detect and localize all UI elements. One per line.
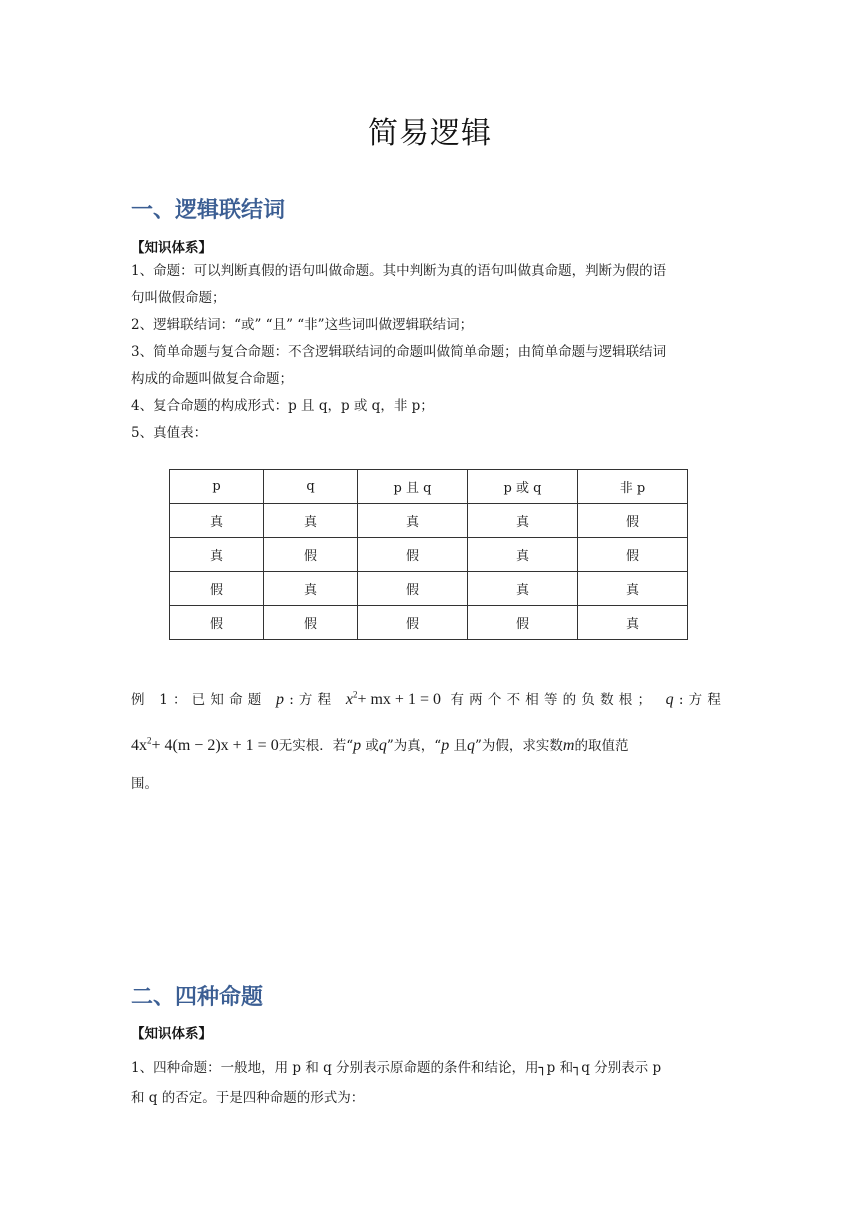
section-2-paragraph-1 — [131, 1053, 731, 1113]
table-cell: 假 — [170, 606, 264, 640]
table-cell: 真 — [264, 504, 358, 538]
paragraph-3-line-2: 构成的命题叫做复合命题； — [131, 371, 293, 387]
example-prefix: 例 1：已知命题 — [131, 692, 267, 708]
exponent: 2 — [352, 689, 358, 700]
var-q: q — [378, 737, 387, 754]
paragraph-4: 4、复合命题的构成形式：p 且 q，p 或 q，非 p； — [131, 398, 434, 414]
equation-1-x: x — [345, 691, 353, 708]
paragraph-1 — [131, 258, 731, 447]
table-cell: 真 — [358, 504, 468, 538]
table-cell: 真 — [578, 572, 688, 606]
table-header-cell: p 或 q — [468, 470, 578, 504]
example-1-line-2 — [131, 734, 731, 755]
or-word: 或 — [365, 738, 379, 754]
table-cell: 假 — [358, 538, 468, 572]
example-text-4: ”为假，求实数 — [475, 738, 563, 754]
page-title: 简易逻辑 — [368, 116, 492, 151]
table-cell: 真 — [264, 572, 358, 606]
table-cell: 真 — [468, 504, 578, 538]
table-cell: 假 — [468, 606, 578, 640]
table-header-cell: 非 p — [578, 470, 688, 504]
paragraph-3-line-1: 3、简单命题与复合命题：不含逻辑联结词的命题叫做简单命题；由简单命题与逻辑联结词 — [131, 344, 667, 360]
exponent: 2 — [147, 735, 152, 746]
var-p: p — [275, 691, 290, 708]
table-cell: 假 — [578, 504, 688, 538]
example-1-line-1 — [131, 688, 731, 709]
equation-2-rest: + 4(m − 2)x + 1 = 0 — [151, 737, 279, 754]
table-cell: 假 — [578, 538, 688, 572]
table-header-cell: p 且 q — [358, 470, 468, 504]
equation-2 — [131, 737, 279, 754]
paragraph-1-line-2: 句叫做假命题； — [131, 290, 226, 306]
table-header-cell: p — [170, 470, 264, 504]
equation-1-rest: + mx + 1 = 0 — [357, 691, 441, 708]
example-text-1: 有两个不相等的负数根； — [450, 692, 657, 708]
table-cell: 真 — [170, 538, 264, 572]
table-cell: 假 — [358, 572, 468, 606]
section-heading-four-propositions: 二、四种命题 — [131, 985, 264, 1010]
example-text-5: 的取值范 — [574, 738, 629, 754]
equation-label-2: :方程 — [678, 692, 727, 708]
knowledge-system-label: 【知识体系】 — [131, 240, 212, 256]
section-2-line-2: 和 q 的否定。于是四种命题的形式为： — [131, 1090, 365, 1106]
table-cell: 假 — [264, 538, 358, 572]
section-heading-logic-connectives: 一、逻辑联结词 — [131, 198, 286, 223]
paragraph-1-line-1: 1、命题：可以判断真假的语句叫做命题。其中判断为真的语句叫做真命题，判断为假的语 — [131, 263, 667, 279]
table-cell: 假 — [170, 572, 264, 606]
equation-2-4x: 4x — [131, 737, 147, 754]
table-cell: 真 — [578, 606, 688, 640]
equation-label-1: :方程 — [289, 692, 337, 708]
var-q: q — [467, 737, 476, 754]
table-cell: 真 — [170, 504, 264, 538]
example-text-3: ”为真，“ — [386, 738, 442, 754]
table-row — [170, 538, 688, 572]
section-2-line-1: 1、四种命题：一般地，用 p 和 q 分别表示原命题的条件和结论，用┐p 和┐q 分别表示 p — [131, 1060, 662, 1076]
example-1-line-3: 围。 — [131, 776, 158, 792]
and-word: 且 — [453, 738, 468, 754]
var-p: p — [353, 737, 362, 754]
table-row — [170, 572, 688, 606]
table-row — [170, 504, 688, 538]
equation-1 — [346, 691, 441, 708]
table-row — [170, 606, 688, 640]
paragraph-5: 5、真值表： — [131, 425, 208, 441]
table-cell: 假 — [264, 606, 358, 640]
example-text-2: 无实根．若“ — [278, 738, 354, 754]
paragraph-2: 2、逻辑联结词：“或” “且” “非”这些词叫做逻辑联结词； — [131, 317, 474, 333]
table-cell: 假 — [358, 606, 468, 640]
table-header-cell: q — [264, 470, 358, 504]
table-cell: 真 — [468, 538, 578, 572]
table-cell: 真 — [468, 572, 578, 606]
var-m: m — [562, 737, 575, 754]
truth-table-header-row — [170, 470, 688, 504]
knowledge-system-label: 【知识体系】 — [131, 1026, 212, 1042]
var-q: q — [665, 691, 679, 708]
var-p: p — [441, 737, 450, 754]
truth-table — [169, 469, 688, 640]
